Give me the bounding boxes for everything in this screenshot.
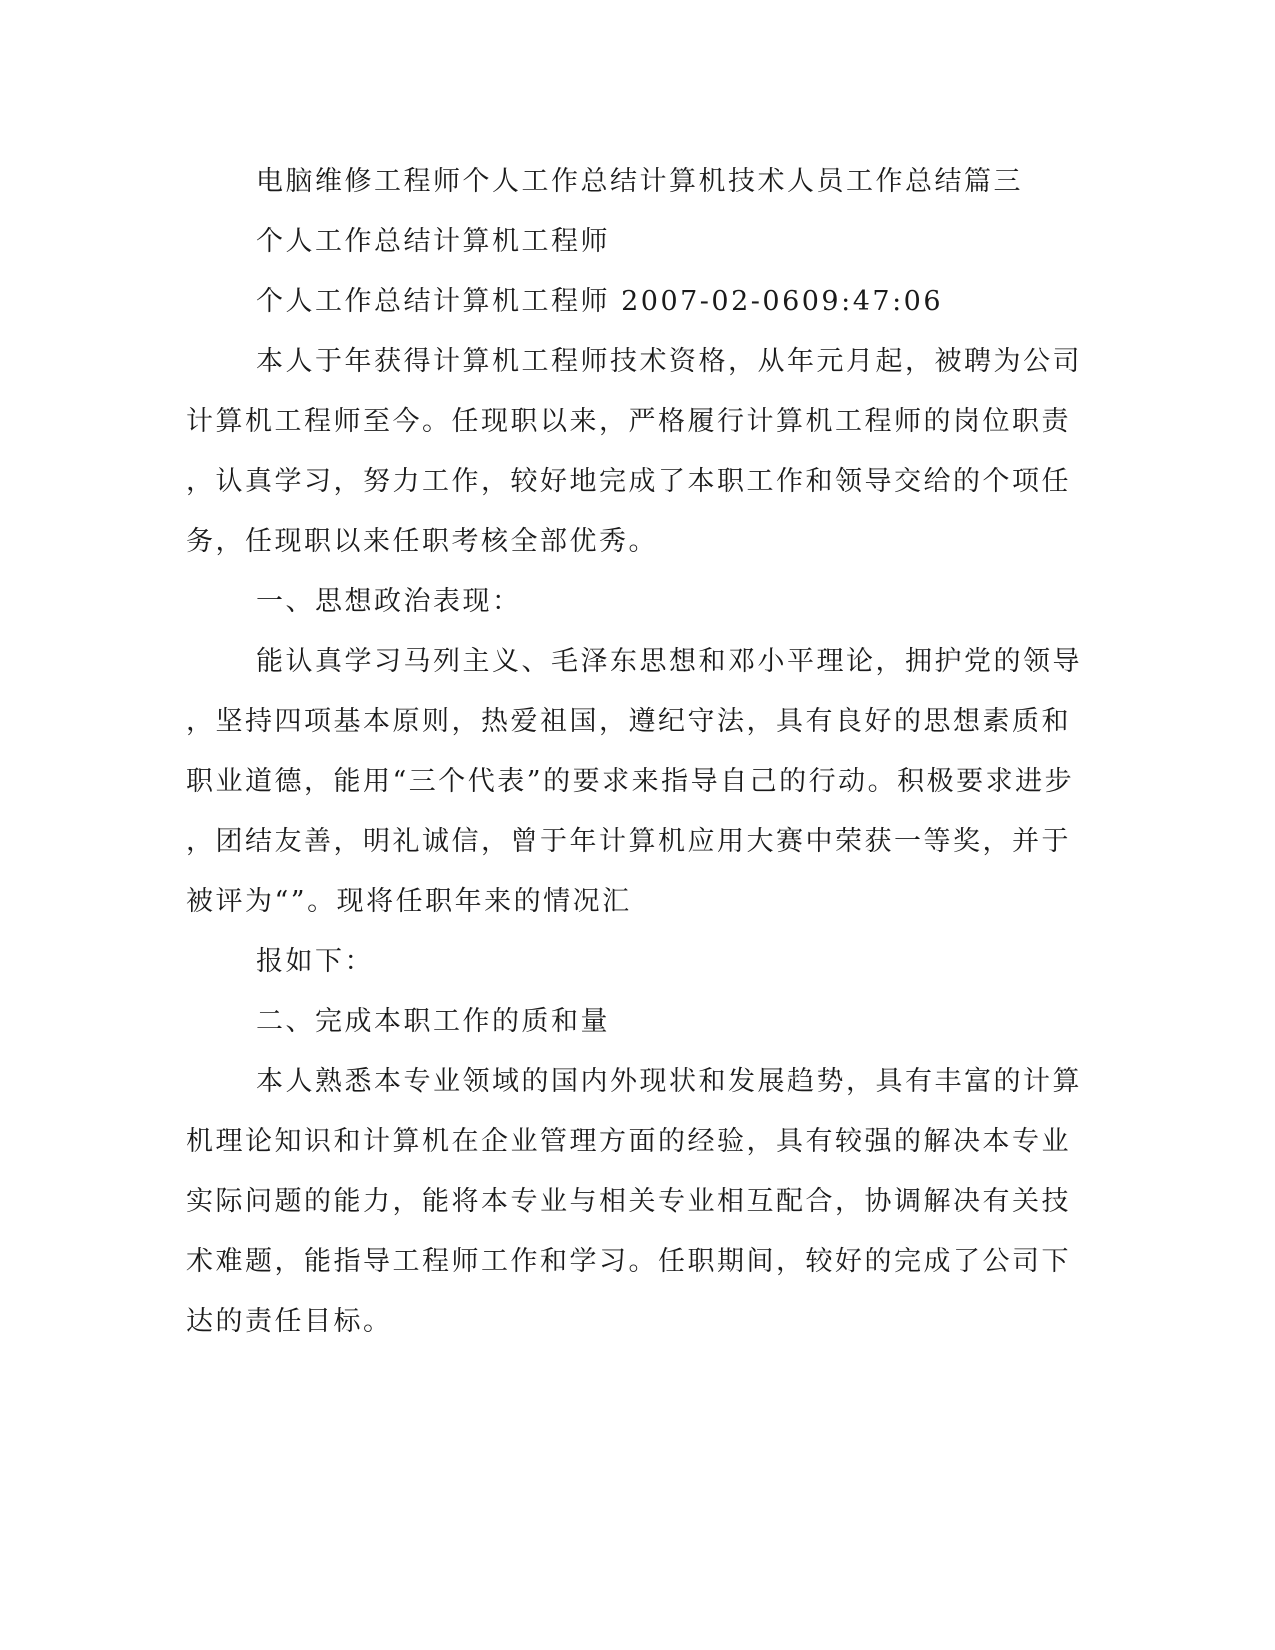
- paragraph-line: ，认真学习，努力工作，较好地完成了本职工作和领导交给的个项任: [186, 466, 1071, 497]
- paragraph-line: 机理论知识和计算机在企业管理方面的经验，具有较强的解决本专业: [186, 1126, 1071, 1157]
- document-dateline: 个人工作总结计算机工程师 2007-02-0609:47:06: [256, 286, 944, 317]
- paragraph-line: 术难题，能指导工程师工作和学习。任职期间，较好的完成了公司下: [186, 1246, 1071, 1277]
- section-heading: 二、完成本职工作的质和量: [256, 1006, 610, 1037]
- paragraph-line: ，坚持四项基本原则，热爱祖国，遵纪守法，具有良好的思想素质和: [186, 706, 1071, 737]
- document-title: 电脑维修工程师个人工作总结计算机技术人员工作总结篇三: [256, 166, 1023, 197]
- document-subtitle: 个人工作总结计算机工程师: [256, 226, 610, 257]
- paragraph-line: 实际问题的能力，能将本专业与相关专业相互配合，协调解决有关技: [186, 1186, 1071, 1217]
- paragraph-line: 被评为“”。现将任职年来的情况汇: [186, 886, 632, 917]
- paragraph-line: 能认真学习马列主义、毛泽东思想和邓小平理论，拥护党的领导: [256, 646, 1082, 677]
- paragraph-line: 达的责任目标。: [186, 1306, 393, 1337]
- paragraph-line: ，团结友善，明礼诚信，曾于年计算机应用大赛中荣获一等奖，并于: [186, 826, 1071, 857]
- paragraph-line: 职业道德，能用“三个代表”的要求来指导自己的行动。积极要求进步: [186, 766, 1075, 797]
- paragraph-line: 本人熟悉本专业领域的国内外现状和发展趋势，具有丰富的计算: [256, 1066, 1082, 1097]
- paragraph-line: 本人于年获得计算机工程师技术资格，从年元月起，被聘为公司: [256, 346, 1082, 377]
- section-heading: 一、思想政治表现：: [256, 586, 522, 617]
- paragraph-line: 务，任现职以来任职考核全部优秀。: [186, 526, 658, 557]
- paragraph-line: 报如下：: [256, 946, 374, 977]
- paragraph-line: 计算机工程师至今。任现职以来，严格履行计算机工程师的岗位职责: [186, 406, 1071, 437]
